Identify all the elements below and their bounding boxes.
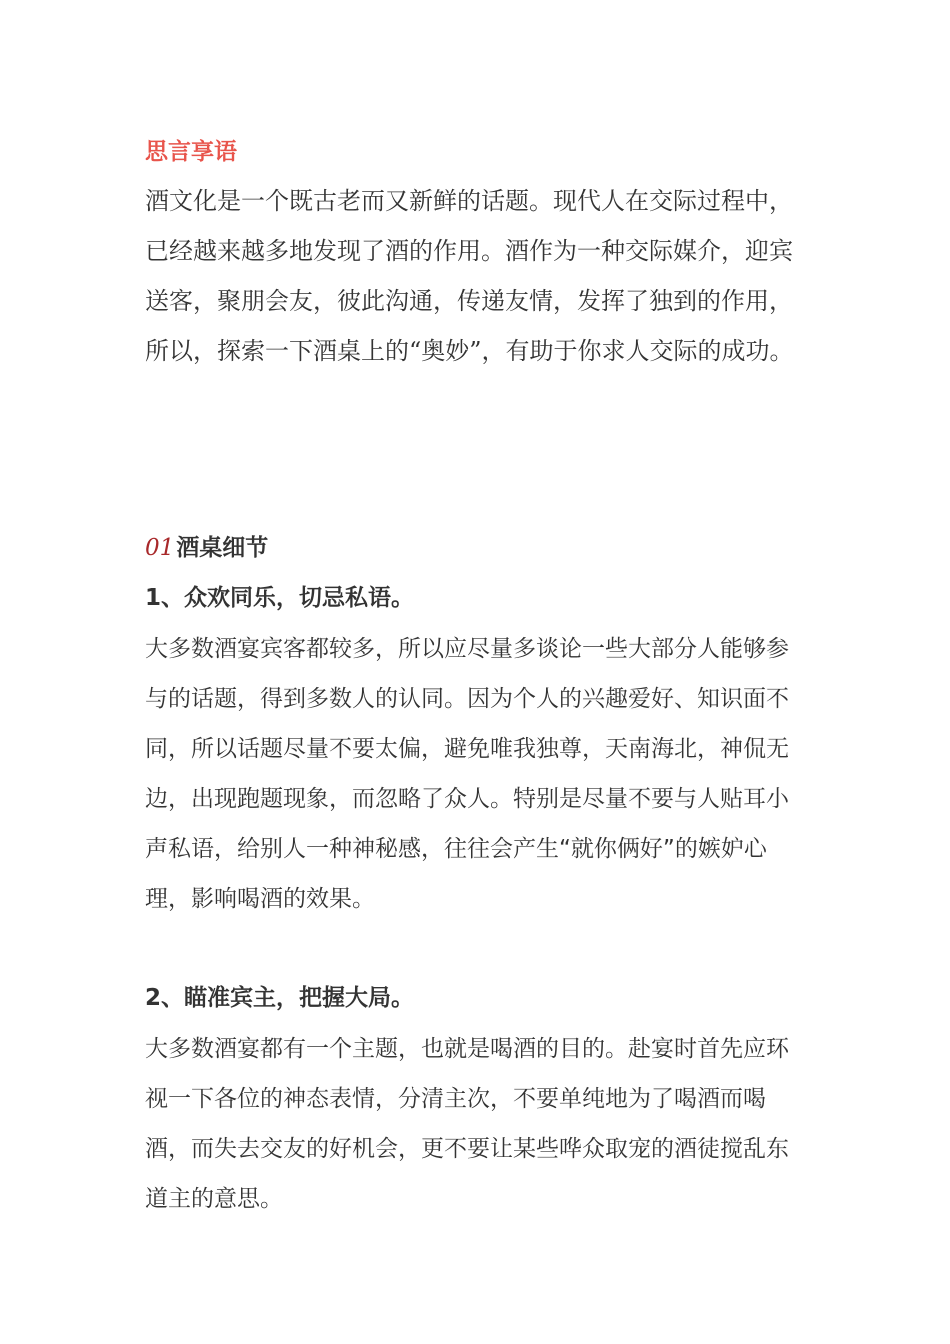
section-heading <box>145 530 268 566</box>
item-heading-1: 1、众欢同乐，切忌私语。 <box>145 585 415 611</box>
intro-paragraph: 酒文化是一个既古老而又新鲜的话题。现代人在交际过程中，已经越来越多地发现了酒的作用。酒作为一种交际媒介，迎宾送客，聚朋会友，彼此沟通，传递友情，发挥了独到的作用，所以，探索一下酒桌上的“奥妙”，有助于你求人交际的成功。 <box>145 187 794 365</box>
intro-title: 思言享语 <box>145 139 237 165</box>
item-heading-2: 2、瞄准宾主，把握大局。 <box>145 985 415 1011</box>
item-paragraph-1: 大多数酒宴宾客都较多，所以应尽量多谈论一些大部分人能够参与的话题，得到多数人的认同。因为个人的兴趣爱好、知识面不同，所以话题尽量不要太偏，避免唯我独尊，天南海北，神侃无边，出现跑题现象，而忽略了众人。特别是尽量不要与人贴耳小声私语，给别人一种神秘感，往往会产生“就你俩好”的嫉妒心理，影响喝酒的效果。 <box>145 636 789 912</box>
section-title: 酒桌细节 <box>176 535 269 561</box>
section-number: 01 <box>145 535 175 561</box>
item-paragraph-2: 大多数酒宴都有一个主题，也就是喝酒的目的。赴宴时首先应环视一下各位的神态表情，分清主次，不要单纯地为了喝酒而喝酒，而失去交友的好机会，更不要让某些哗众取宠的酒徒搅乱东道主的意思。 <box>145 1036 789 1212</box>
